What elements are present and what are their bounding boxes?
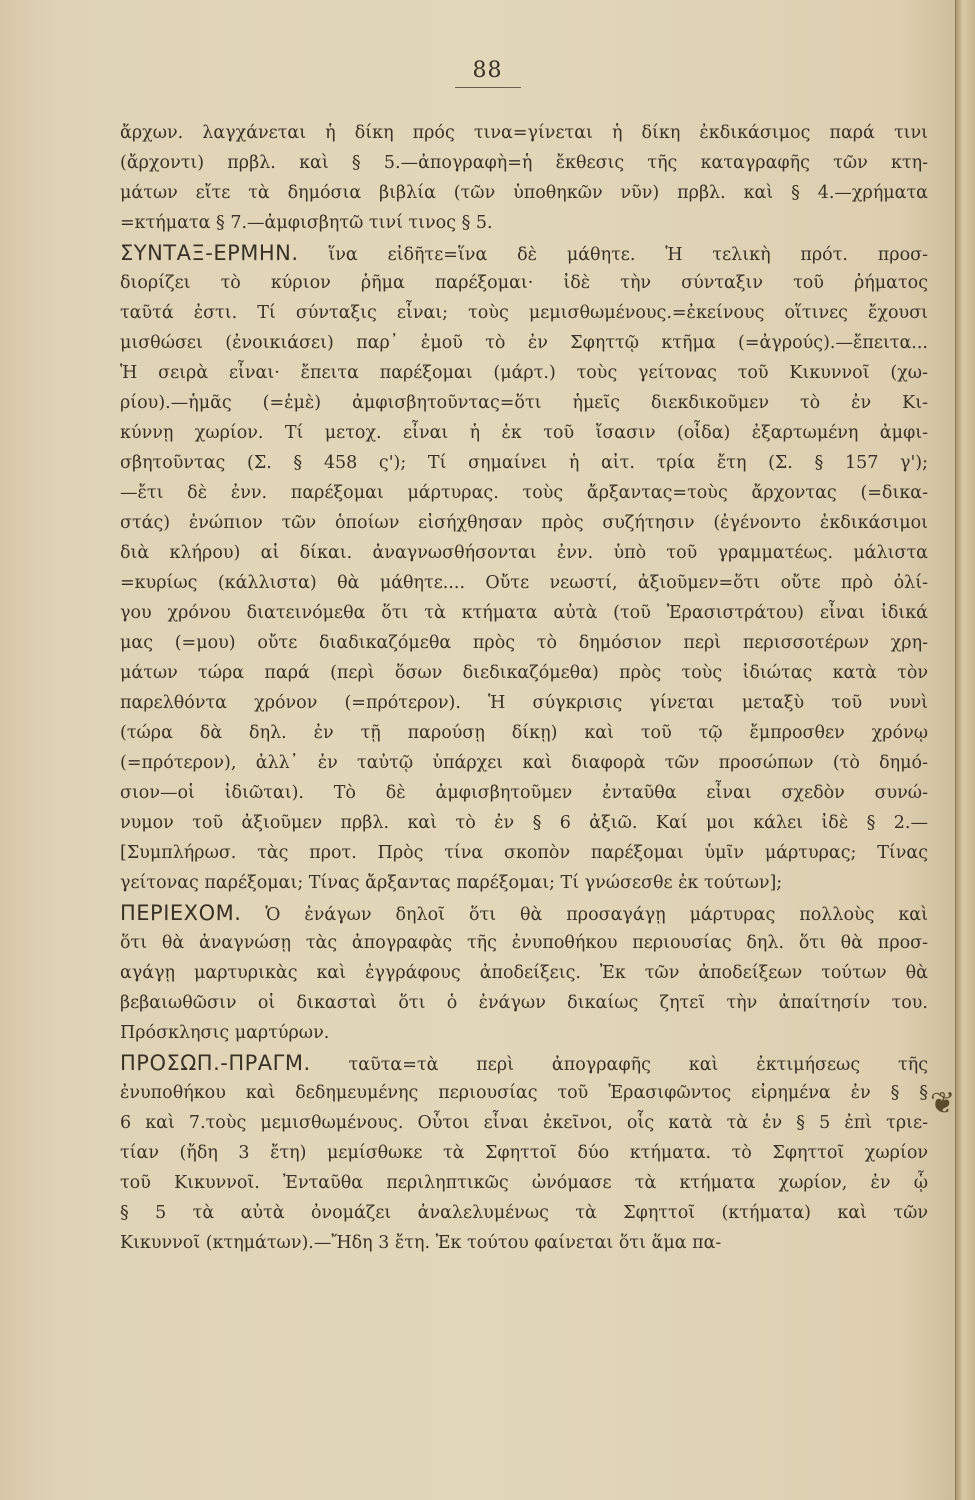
line-text: μάτων τώρα παρά (περὶ ὅσων διεδικαζόμεθα) πρὸς τοὺς ἰδιώτας κατὰ τὸν — [120, 663, 928, 683]
text-line — [120, 1198, 928, 1228]
line-text: τίαν (ἤδη 3 ἔτη) μεμίσθωκε τὰ Σφηττοῖ δύο κτήματα. τὸ Σφηττοῖ χωρίον — [120, 1143, 928, 1163]
line-text: γου χρόνου διατεινόμεθα ὅτι τὰ κτήματα αὐτὰ (τοῦ Ἐρασιστράτου) εἶναι ἰδικά — [120, 603, 928, 623]
text-line — [120, 208, 928, 238]
page-number: 88 — [0, 58, 975, 83]
line-text: =κτήματα § 7.—ἀμφισβητῶ τινί τινος § 5. — [120, 213, 493, 233]
text-line — [120, 478, 928, 508]
text-line — [120, 778, 928, 808]
line-text: διὰ κλήρου) αἱ δίκαι. ἀναγνωσθήσονται ἐνν. ὑπὸ τοῦ γραμματέως. μάλιστα — [120, 543, 928, 563]
line-text: μας (=μου) οὔτε διαδικαζόμεθα πρὸς τὸ δημόσιον περὶ περισσοτέρων χρη- — [120, 633, 928, 653]
text-line — [120, 598, 928, 628]
line-text: νυμον τοῦ ἀξιοῦμεν πρβλ. καὶ τὸ ἐν § 6 ἀξιῶ. Καί μοι κάλει ἰδὲ § 2.— — [120, 813, 928, 833]
line-text: ταῦτά ἐστι. Τί σύνταξις εἶναι; τοὺς μεμισθωμένους.=ἐκείνους οἵτινες ἔχουσι — [120, 303, 928, 323]
text-line — [120, 808, 928, 838]
line-text: (=πρότερον), ἀλλ᾽ ἐν ταὐτῷ ὑπάρχει καὶ διαφορὰ τῶν προσώπων (τὸ δημό- — [120, 753, 928, 773]
line-text: (ἄρχοντι) πρβλ. καὶ § 5.—ἀπογραφὴ=ἡ ἔκθεσις τῆς καταγραφῆς τῶν κτη- — [120, 153, 928, 173]
text-line — [120, 568, 928, 598]
text-line — [120, 268, 928, 298]
line-text: γείτονας παρέξομαι; Τίνας ἄρξαντας παρέξομαι; Τί γνώσεσθε ἐκ τούτων]; — [120, 873, 783, 893]
text-line — [120, 508, 928, 538]
text-line — [120, 388, 928, 418]
line-text: Πρόσκλησις μαρτύρων. — [120, 1023, 330, 1043]
line-text: § 5 τὰ αὐτὰ ὀνομάζει ἀναλελυμένως τὰ Σφηττοῖ (κτήματα) καὶ τῶν — [120, 1203, 928, 1223]
line-text: ὅτι θὰ ἀναγνώσῃ τὰς ἀπογραφὰς τῆς ἐνυποθήκου περιουσίας δηλ. ὅτι θὰ προσ- — [120, 933, 928, 953]
line-text: (τώρα δὰ δηλ. ἐν τῇ παρούσῃ δίκῃ) καὶ τοῦ τῷ ἔμπροσθεν χρόνῳ — [120, 723, 928, 743]
section-heading: ΠΕΡΙΕΧΟΜ. — [120, 901, 242, 925]
page-edge — [955, 0, 975, 1500]
line-text: σβητοῦντας (Σ. § 458 ς'); Τί σημαίνει ἡ αἰτ. τρία ἔτη (Σ. § 157 γ'); — [120, 453, 928, 473]
text-line — [120, 838, 928, 868]
text-line — [120, 718, 928, 748]
text-line — [120, 1078, 928, 1108]
line-text: τοῦ Κικυννοῖ. Ἐνταῦθα περιληπτικῶς ὠνόμασε τὰ κτήματα χωρίον, ἐν ᾧ — [120, 1173, 928, 1193]
line-text: ἐνυποθήκου καὶ δεδημευμένης περιουσίας τοῦ Ἐρασιφῶντος εἰρημένα ἐν § § — [120, 1083, 928, 1103]
bookmark-ornament-icon: ❦ — [930, 1086, 956, 1121]
text-line — [120, 1048, 928, 1078]
text-line — [120, 1018, 928, 1048]
line-text: ἵνα εἰδῆτε=ἵνα δὲ μάθητε. Ἡ τελικὴ πρότ. προσ- — [328, 245, 928, 265]
text-line — [120, 958, 928, 988]
line-text: κύννῃ χωρίον. Τί μετοχ. εἶναι ἡ ἐκ τοῦ ἴσασιν (οἶδα) ἐξαρτωμένη ἀμφι- — [120, 423, 928, 443]
text-line — [120, 538, 928, 568]
text-line — [120, 328, 928, 358]
line-text: Ἡ σειρὰ εἶναι· ἔπειτα παρέξομαι (μάρτ.) τοὺς γείτονας τοῦ Κικυννοῖ (χω- — [120, 363, 928, 383]
text-line — [120, 1108, 928, 1138]
text-line — [120, 238, 928, 268]
line-text: Κικυννοῖ (κτημάτων).—Ἤδη 3 ἔτη. Ἐκ τούτου φαίνεται ὅτι ἅμα πα- — [120, 1233, 722, 1253]
text-line — [120, 868, 928, 898]
line-text: ρίου).—ἡμᾶς (=ἐμὲ) ἀμφισβητοῦντας=ὅτι ἡμεῖς διεκδικοῦμεν τὸ ἐν Κι- — [120, 393, 928, 413]
text-line — [120, 178, 928, 208]
line-text: στάς) ἐνώπιον τῶν ὁποίων εἰσήχθησαν πρὸς συζήτησιν (ἐγένοντο ἐκδικάσιμοι — [120, 513, 928, 533]
text-line — [120, 1228, 928, 1258]
line-text: Ὁ ἐνάγων δηλοῖ ὅτι θὰ προσαγάγῃ μάρτυρας πολλοὺς καὶ — [265, 905, 928, 925]
line-text: —ἔτι δὲ ἐνν. παρέξομαι μάρτυρας. τοὺς ἄρξαντας=τοὺς ἄρχοντας (=δικα- — [120, 483, 928, 503]
line-text: αγάγῃ μαρτυρικὰς καὶ ἐγγράφους ἀποδείξεις. Ἐκ τῶν ἀποδείξεων τούτων θὰ — [120, 963, 928, 983]
line-text: μάτων εἴτε τὰ δημόσια βιβλία (τῶν ὑποθηκῶν νῦν) πρβλ. καὶ § 4.—χρήματα — [120, 183, 928, 203]
text-line — [120, 898, 928, 928]
line-text: =κυρίως (κάλλιστα) θὰ μάθητε.... Οὔτε νεωστί, ἀξιοῦμεν=ὅτι οὔτε πρὸ ὀλί- — [120, 573, 928, 593]
text-line — [120, 928, 928, 958]
text-line — [120, 1138, 928, 1168]
line-text: 6 καὶ 7.τοὺς μεμισθωμένους. Οὗτοι εἶναι ἐκεῖνοι, οἷς κατὰ τὰ ἐν § 5 ἐπὶ τριε- — [120, 1113, 928, 1133]
text-line — [120, 748, 928, 778]
text-line — [120, 628, 928, 658]
text-line — [120, 988, 928, 1018]
text-line — [120, 658, 928, 688]
text-line — [120, 148, 928, 178]
text-line — [120, 688, 928, 718]
line-text: μισθώσει (ἐνοικιάσει) παρ᾽ ἐμοῦ τὸ ἐν Σφηττῷ κτῆμα (=ἀγρούς).—ἔπειτα... — [120, 333, 928, 353]
text-line — [120, 448, 928, 478]
text-line — [120, 118, 928, 148]
line-text: ταῦτα=τὰ περὶ ἀπογραφῆς καὶ ἐκτιμήσεως τῆς — [348, 1055, 928, 1075]
line-text: παρελθόντα χρόνον (=πρότερον). Ἡ σύγκρισις γίνεται μεταξὺ τοῦ νυνὶ — [120, 693, 928, 713]
line-text: [Συμπλήρωσ. τὰς προτ. Πρὸς τίνα σκοπὸν παρέξομαι ὑμῖν μάρτυρας; Τίνας — [120, 843, 928, 863]
line-text: βεβαιωθῶσιν οἱ δικασταὶ ὅτι ὁ ἐνάγων δικαίως ζητεῖ τὴν ἀπαίτησίν του. — [120, 993, 928, 1013]
text-line — [120, 358, 928, 388]
line-text: σιον—οἱ ἰδιῶται). Τὸ δὲ ἀμφισβητοῦμεν ἐνταῦθα εἶναι σχεδὸν συνώ- — [120, 783, 928, 803]
body-text — [120, 118, 928, 1258]
section-heading: ΣΥΝΤΑΞ-ΕΡΜΗΝ. — [120, 241, 299, 265]
line-text: ἄρχων. λαγχάνεται ἡ δίκη πρός τινα=γίνεται ἡ δίκη ἐκδικάσιμος παρά τινι — [120, 123, 928, 143]
text-line — [120, 1168, 928, 1198]
line-text: διορίζει τὸ κύριον ῥῆμα παρέξομαι· ἰδὲ τὴν σύνταξιν τοῦ ῥήματος — [120, 273, 928, 293]
text-line — [120, 298, 928, 328]
text-line — [120, 418, 928, 448]
section-heading: ΠΡΟΣΩΠ.-ΠΡΑΓΜ. — [120, 1051, 311, 1075]
